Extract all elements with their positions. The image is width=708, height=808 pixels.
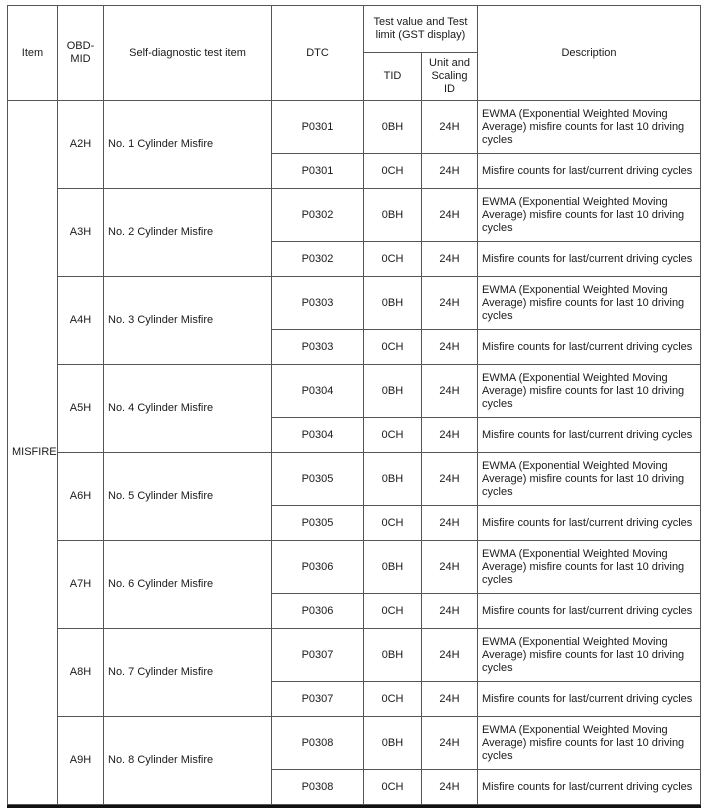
cell-unit: 24H <box>422 277 478 330</box>
table-row <box>8 277 701 330</box>
cell-tid: 0CH <box>364 154 422 189</box>
table-row <box>8 365 701 418</box>
cell-unit: 24H <box>422 418 478 453</box>
diagnostic-table <box>7 5 701 805</box>
header-cell-tid: TID <box>364 53 422 101</box>
cell-unit: 24H <box>422 682 478 717</box>
cell-tid: 0BH <box>364 629 422 682</box>
cell-dtc: P0301 <box>272 101 364 154</box>
cell-description: Misfire counts for last/current driving cycles <box>478 594 701 629</box>
cell-dtc: P0302 <box>272 189 364 242</box>
table-row <box>8 189 701 242</box>
cell-obd-mid: A5H <box>58 365 104 453</box>
cell-tid: 0CH <box>364 418 422 453</box>
header-cell-unit: Unit and Scaling ID <box>422 53 478 101</box>
cell-tid: 0CH <box>364 506 422 541</box>
table-row <box>8 717 701 770</box>
cell-unit: 24H <box>422 629 478 682</box>
cell-tid: 0CH <box>364 770 422 805</box>
cell-dtc: P0307 <box>272 682 364 717</box>
cell-tid: 0BH <box>364 453 422 506</box>
cell-tid: 0CH <box>364 242 422 277</box>
cell-unit: 24H <box>422 541 478 594</box>
cell-unit: 24H <box>422 770 478 805</box>
header-cell-test-item: Self-diagnostic test item <box>104 6 272 101</box>
cell-dtc: P0304 <box>272 365 364 418</box>
cell-unit: 24H <box>422 365 478 418</box>
cell-test-item: No. 2 Cylinder Misfire <box>104 189 272 277</box>
cell-test-item: No. 7 Cylinder Misfire <box>104 629 272 717</box>
cell-tid: 0BH <box>364 189 422 242</box>
header-cell-test-value: Test value and Test limit (GST display) <box>364 6 478 53</box>
cell-unit: 24H <box>422 717 478 770</box>
table-body <box>8 101 701 805</box>
cell-description: EWMA (Exponential Weighted Moving Average) misfire counts for last 10 driving cycles <box>478 541 701 594</box>
cell-obd-mid: A6H <box>58 453 104 541</box>
cell-obd-mid: A9H <box>58 717 104 805</box>
cell-test-item: No. 6 Cylinder Misfire <box>104 541 272 629</box>
header-row-1 <box>8 6 701 53</box>
cell-description: Misfire counts for last/current driving cycles <box>478 154 701 189</box>
cell-obd-mid: A4H <box>58 277 104 365</box>
header-cell-item: Item <box>8 6 58 101</box>
cell-tid: 0CH <box>364 682 422 717</box>
cell-dtc: P0303 <box>272 330 364 365</box>
cell-tid: 0CH <box>364 330 422 365</box>
cell-description: Misfire counts for last/current driving cycles <box>478 770 701 805</box>
cell-dtc: P0303 <box>272 277 364 330</box>
cell-description: Misfire counts for last/current driving cycles <box>478 242 701 277</box>
table-row <box>8 453 701 506</box>
cell-description: Misfire counts for last/current driving cycles <box>478 330 701 365</box>
header-cell-dtc: DTC <box>272 6 364 101</box>
cell-dtc: P0301 <box>272 154 364 189</box>
cell-unit: 24H <box>422 101 478 154</box>
cell-tid: 0BH <box>364 541 422 594</box>
cell-dtc: P0302 <box>272 242 364 277</box>
cell-obd-mid: A2H <box>58 101 104 189</box>
cell-test-item: No. 5 Cylinder Misfire <box>104 453 272 541</box>
cell-tid: 0BH <box>364 717 422 770</box>
cell-unit: 24H <box>422 154 478 189</box>
cell-description: EWMA (Exponential Weighted Moving Average) misfire counts for last 10 driving cycles <box>478 629 701 682</box>
cell-dtc: P0304 <box>272 418 364 453</box>
cell-unit: 24H <box>422 242 478 277</box>
cell-dtc: P0308 <box>272 717 364 770</box>
cell-unit: 24H <box>422 506 478 541</box>
cell-unit: 24H <box>422 330 478 365</box>
cell-tid: 0BH <box>364 365 422 418</box>
table-row <box>8 541 701 594</box>
cell-description: Misfire counts for last/current driving cycles <box>478 418 701 453</box>
table-row <box>8 629 701 682</box>
cell-dtc: P0306 <box>272 541 364 594</box>
cell-description: EWMA (Exponential Weighted Moving Average) misfire counts for last 10 driving cycles <box>478 189 701 242</box>
cell-description: Misfire counts for last/current driving cycles <box>478 506 701 541</box>
cell-dtc: P0306 <box>272 594 364 629</box>
header-cell-obd-mid: OBD-MID <box>58 6 104 101</box>
cell-description: EWMA (Exponential Weighted Moving Average) misfire counts for last 10 driving cycles <box>478 277 701 330</box>
cell-obd-mid: A7H <box>58 541 104 629</box>
cell-dtc: P0305 <box>272 453 364 506</box>
cell-dtc: P0308 <box>272 770 364 805</box>
cell-tid: 0BH <box>364 101 422 154</box>
document-page <box>7 5 701 808</box>
cell-test-item: No. 4 Cylinder Misfire <box>104 365 272 453</box>
cell-description: EWMA (Exponential Weighted Moving Average) misfire counts for last 10 driving cycles <box>478 365 701 418</box>
cell-tid: 0BH <box>364 277 422 330</box>
cell-description: EWMA (Exponential Weighted Moving Average) misfire counts for last 10 driving cycles <box>478 717 701 770</box>
cell-obd-mid: A8H <box>58 629 104 717</box>
cell-test-item: No. 1 Cylinder Misfire <box>104 101 272 189</box>
cell-test-item: No. 8 Cylinder Misfire <box>104 717 272 805</box>
cell-obd-mid: A3H <box>58 189 104 277</box>
cell-unit: 24H <box>422 189 478 242</box>
cell-unit: 24H <box>422 594 478 629</box>
table-row <box>8 101 701 154</box>
cell-description: Misfire counts for last/current driving cycles <box>478 682 701 717</box>
cell-description: EWMA (Exponential Weighted Moving Average) misfire counts for last 10 driving cycles <box>478 101 701 154</box>
cell-tid: 0CH <box>364 594 422 629</box>
cell-item: MISFIRE <box>8 101 58 805</box>
cell-test-item: No. 3 Cylinder Misfire <box>104 277 272 365</box>
header-cell-description: Description <box>478 6 701 101</box>
cell-description: EWMA (Exponential Weighted Moving Average) misfire counts for last 10 driving cycles <box>478 453 701 506</box>
cell-dtc: P0307 <box>272 629 364 682</box>
cell-unit: 24H <box>422 453 478 506</box>
table-header <box>8 6 701 101</box>
cell-dtc: P0305 <box>272 506 364 541</box>
